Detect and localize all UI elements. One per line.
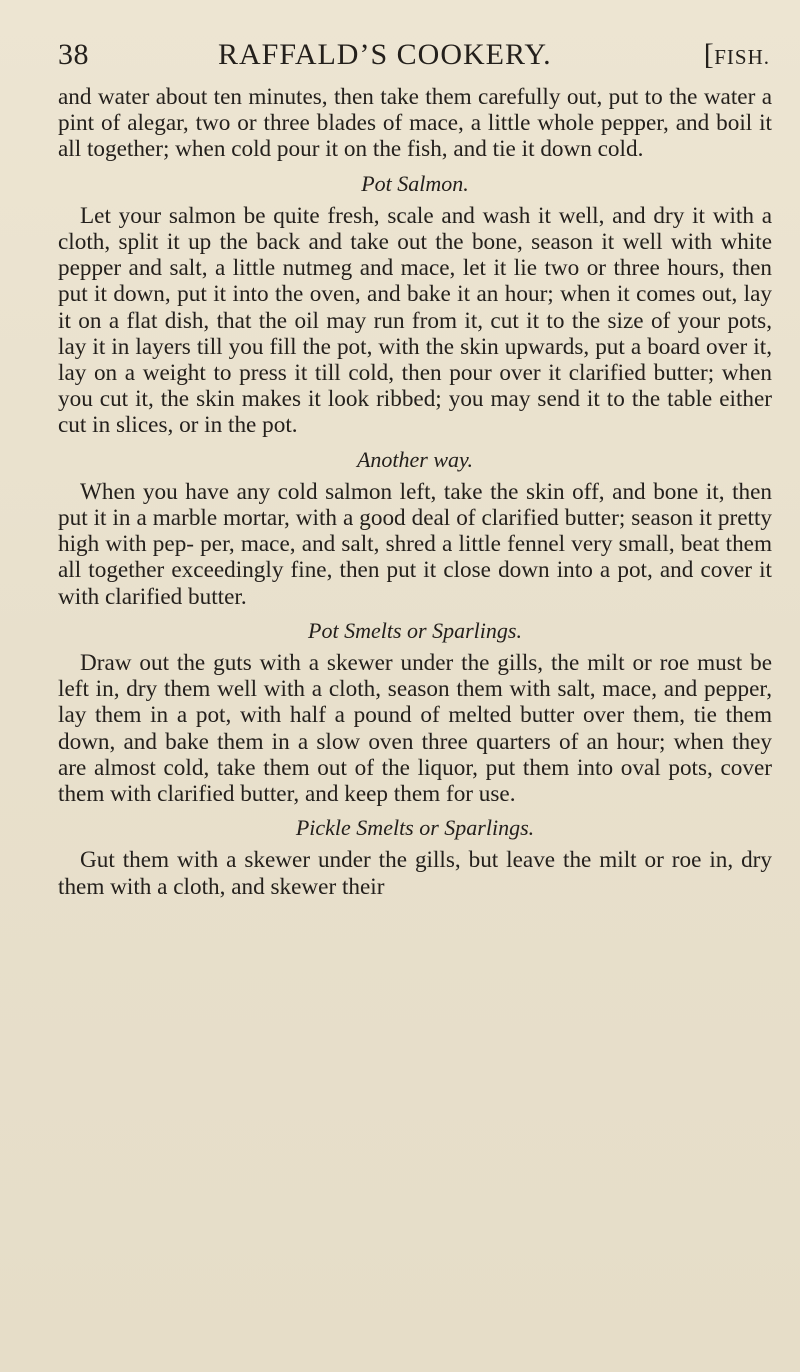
heading-pot-smelts: Pot Smelts or Sparlings. [308,617,522,643]
section-label: FISH. [714,45,770,69]
paragraph-pot-smelts: Draw out the guts with a skewer under the gills, the milt or roe must be left in, dry them well with a cloth, season them with salt, mace, and pepper, lay them in a pot, with half a pound of melted butter over them, tie them down, and bake them in a slow oven three quarters of an hour; when they are almost cold, take them out of the liquor, put them into oval pots, cover them with clarified butter, and keep them for use. [58,650,772,808]
section-bracket: [ [703,38,715,71]
page-number: 38 [58,38,89,71]
paragraph-continuation: and water about ten minutes, then take them carefully out, put to the water a pint of alegar, two or three blades of mace, a little whole pepper, and boil it all together; when cold pour it on the fish, and tie it down cold. [58,84,772,163]
running-header [58,38,770,78]
heading-another-way: Another way. [356,446,474,472]
body-text [58,84,772,900]
paragraph-another-way: When you have any cold salmon left, take the skin off, and bone it, then put it in a marble mortar, with a good deal of clarified butter; season it pretty high with pep- per, mace, and salt, shred a little fennel very small, beat them all together exceedingly fine, then put it close down into a pot, and cover it with clarified butter. [58,478,772,610]
heading-pot-salmon: Pot Salmon. [361,170,469,196]
paragraph-pot-salmon: Let your salmon be quite fresh, scale and wash it well, and dry it with a cloth, split it up the back and take out the bone, season it well with white pepper and salt, a little nutmeg and mace, let it lie two or three hours, then put it down, put it into the oven, and bake it an hour; when it comes out, lay it on a flat dish, that the oil may run from it, cut it to the size of your pots, lay it in layers till you fill the pot, with the skin upwards, put a board over it, lay on a weight to press it till cold, then pour over it clarified butter; when you cut it, the skin makes it look ribbed; you may send it to the table either cut in slices, or in the pot. [58,202,772,439]
section-mark [704,38,770,72]
paragraph-pickle-smelts: Gut them with a skewer under the gills, but leave the milt or roe in, dry them with a cloth, and skewer their [58,847,772,900]
heading-pickle-smelts: Pickle Smelts or Sparlings. [295,815,535,841]
running-title: RAFFALD’S COOKERY. [218,38,552,71]
